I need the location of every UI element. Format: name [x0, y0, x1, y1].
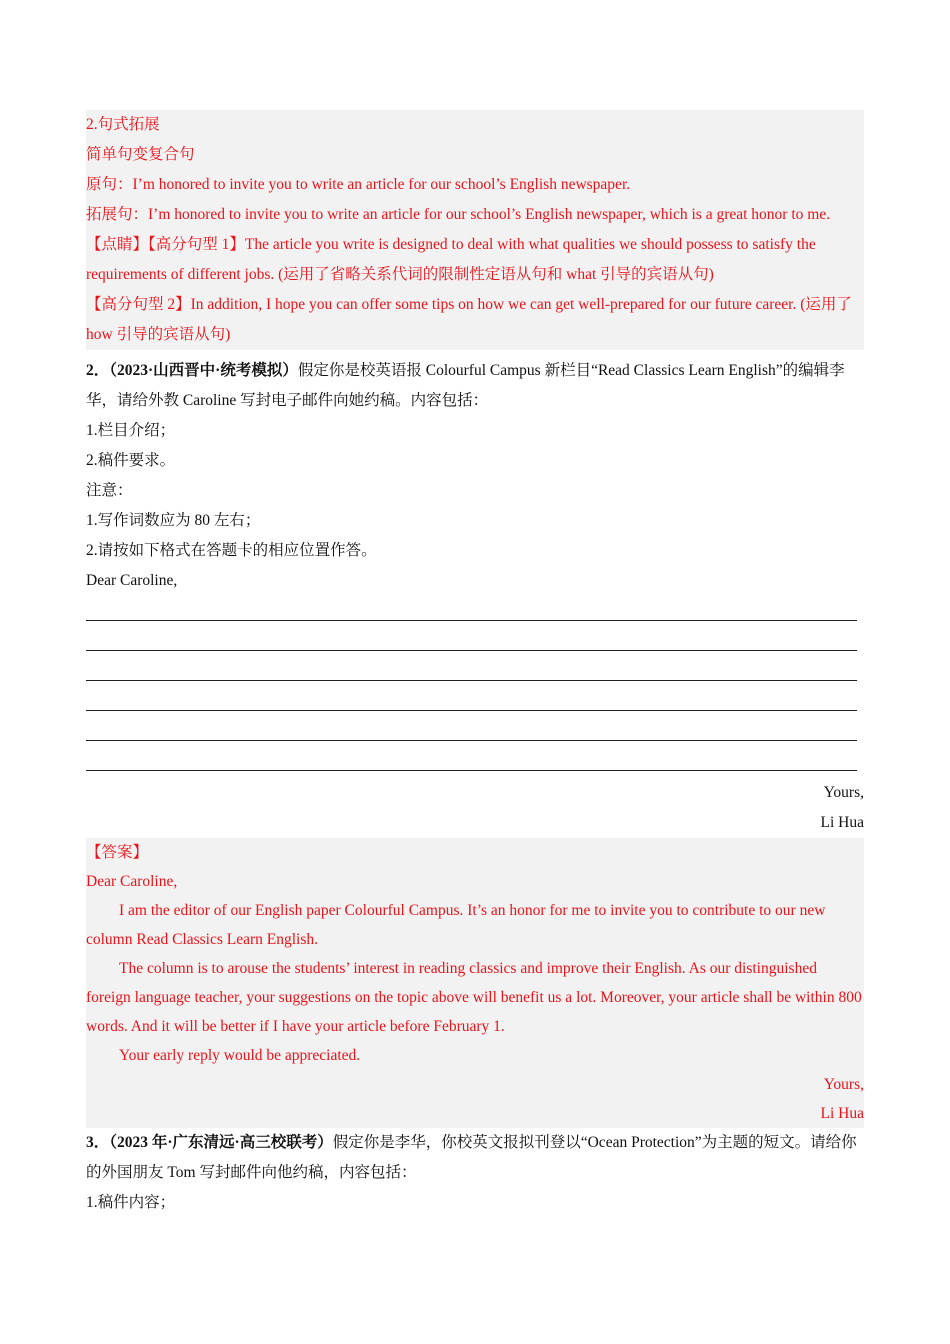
sentence-expansion-block	[86, 110, 864, 350]
question-source: （2023·山西晋中·统考模拟）	[109, 362, 298, 379]
dianjing-label: 【点睛】	[86, 236, 149, 253]
question-prompt-text: 假定你是李华，你校英文报拟刊登以“Ocean Protection”为主题的短文。请给你的外国朋友 Tom 写封邮件向他约稿，内容包括：	[86, 1134, 857, 1181]
content-item: 1.稿件内容；	[86, 1194, 176, 1211]
question-2-prompt	[86, 356, 864, 416]
pattern-1-label: 【高分句型 1】	[148, 236, 245, 253]
extended-label: 拓展句：	[86, 206, 149, 223]
question-prompt-text: 假定你是校英语报 Colourful Campus 新栏目“Read Classics Learn English”的编辑李华，请给外教 Caroline 写封电子邮件向她约稿。内容包括：	[86, 362, 845, 409]
question-3-prompt	[86, 1128, 864, 1188]
extended-text: I’m honored to invite you to write an article for our school’s English newspaper, which is a great honor to me.	[148, 206, 831, 223]
answer-paragraph-3: Your early reply would be appreciated.	[119, 1047, 361, 1064]
content-item: 1.栏目介绍；	[86, 422, 176, 439]
question-3	[86, 1128, 864, 1218]
pattern-2-label: 【高分句型 2】	[86, 296, 191, 313]
answer-closing: Yours,	[823, 1076, 864, 1093]
answer-blank-line[interactable]	[86, 716, 864, 746]
letter-closing: Yours,	[823, 784, 864, 801]
answer-signature: Li Hua	[820, 1105, 864, 1122]
original-label: 原句：	[86, 176, 133, 193]
answer-blank-line[interactable]	[86, 626, 864, 656]
high-score-pattern-2	[86, 290, 864, 350]
letter-signature: Li Hua	[820, 814, 864, 831]
answer-blank-line[interactable]	[86, 596, 864, 626]
answer-label: 【答案】	[86, 844, 149, 861]
question-source: （2023 年·广东清远·高三校联考）	[109, 1134, 333, 1151]
note-item: 2.请按如下格式在答题卡的相应位置作答。	[86, 542, 377, 559]
pattern-2-text: In addition, I hope you can offer some tips on how we can get well-prepared for our future career. (运用了 how 引导的宾语从句)	[86, 296, 852, 343]
question-number: 2．	[86, 362, 110, 379]
original-sentence	[86, 170, 864, 200]
letter-salutation: Dear Caroline,	[86, 572, 178, 589]
note-label: 注意：	[86, 482, 133, 499]
answer-block	[86, 838, 864, 1128]
content-item: 2.稿件要求。	[86, 452, 176, 469]
question-number: 3．	[86, 1134, 110, 1151]
answer-paragraph-2: The column is to arouse the students’ interest in reading classics and improve their English. As our distinguished foreign language teacher, your suggestions on the topic above will benefit us a lot. Moreover, your article shall be within 800 words. And it will be better if I have your article before February 1.	[86, 960, 862, 1035]
answer-salutation: Dear Caroline,	[86, 873, 178, 890]
document-page	[86, 110, 864, 1218]
pattern-1-text: The article you write is designed to deal with what qualities we should possess to satisfy the requirements of different jobs. (运用了省略关系代词的限制性定语从句和 what 引导的宾语从句)	[86, 236, 816, 283]
original-text: I’m honored to invite you to write an article for our school’s English newspaper.	[132, 176, 631, 193]
extended-sentence	[86, 200, 864, 230]
note-item: 1.写作词数应为 80 左右；	[86, 512, 261, 529]
answer-paragraph-1: I am the editor of our English paper Colourful Campus. It’s an honor for me to invite you to contribute to our new column Read Classics Learn English.	[86, 902, 826, 948]
question-2	[86, 356, 864, 838]
section-subheading: 简单句变复合句	[86, 146, 195, 163]
section-heading: 2.句式拓展	[86, 116, 160, 133]
answer-blank-line[interactable]	[86, 746, 864, 776]
answer-blank-line[interactable]	[86, 686, 864, 716]
high-score-pattern-1	[86, 230, 864, 290]
answer-blank-line[interactable]	[86, 656, 864, 686]
